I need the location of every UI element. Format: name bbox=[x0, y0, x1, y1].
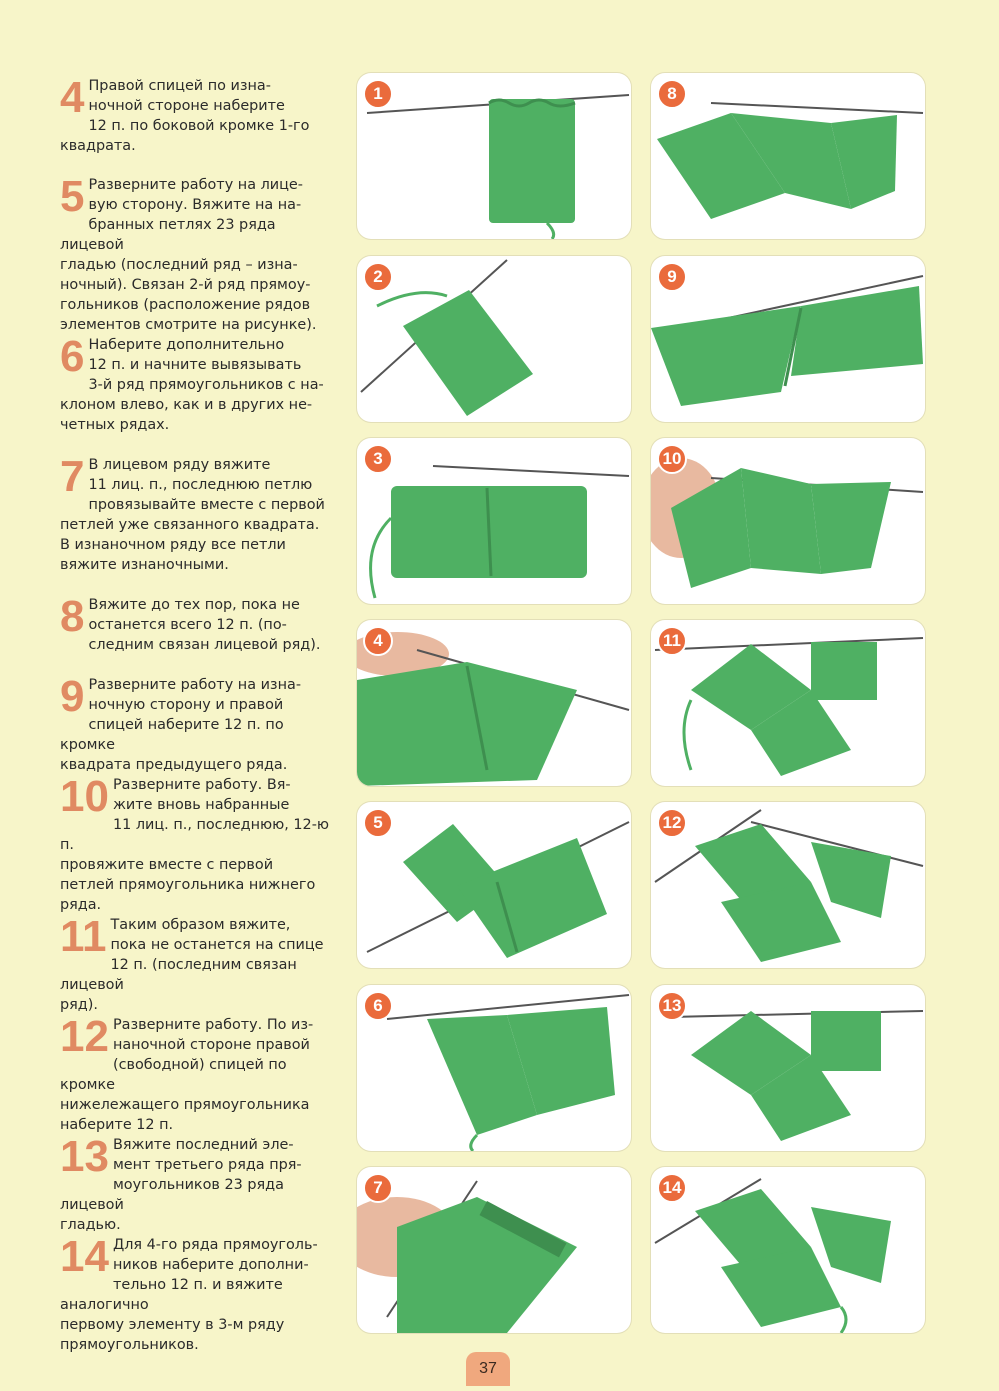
step-number: 7 bbox=[60, 452, 85, 501]
photo-card-13 bbox=[651, 985, 925, 1151]
photo-step-badge: 10 bbox=[657, 444, 687, 474]
knitting-photo bbox=[357, 73, 631, 239]
photo-card-12 bbox=[651, 802, 925, 968]
knitting-photo bbox=[651, 620, 925, 786]
knitting-photo bbox=[357, 256, 631, 422]
step-text: В лицевом ряду вяжите 11 лиц. п., последнюю петлю провязывайте вместе с первой петлей уже связанного квадрата. В изнаночном ряду все петли вяжите изнаночными. bbox=[60, 457, 325, 573]
step-text: Вяжите до тех пор, пока не останется всего 12 п. (по- следним связан лицевой ряд). bbox=[88, 597, 321, 653]
photo-step-badge: 9 bbox=[657, 262, 687, 292]
step-7 bbox=[60, 452, 340, 575]
photo-step-badge: 8 bbox=[657, 79, 687, 109]
photo-step-badge: 13 bbox=[657, 991, 687, 1021]
knitting-photo bbox=[357, 438, 631, 604]
photo-step-badge: 7 bbox=[363, 1173, 393, 1203]
step-text: Разверните работу на изна- ночную сторону и правой спицей наберите 12 п. по кромке квадрата предыдущего ряда. bbox=[60, 677, 302, 773]
photo-step-badge: 2 bbox=[363, 262, 393, 292]
knitting-photo bbox=[651, 1167, 925, 1333]
step-13 bbox=[60, 1132, 340, 1235]
photo-card-2 bbox=[357, 256, 631, 422]
step-8 bbox=[60, 592, 340, 655]
photo-step-badge: 6 bbox=[363, 991, 393, 1021]
knitting-photo bbox=[651, 802, 925, 968]
step-text: Разверните работу. По из- наночной стороне правой (свободной) спицей по кромке нижележащего прямоугольника наберите 12 п. bbox=[60, 1017, 314, 1133]
photo-card-5 bbox=[357, 802, 631, 968]
knitting-photo bbox=[357, 985, 631, 1151]
step-number: 8 bbox=[60, 592, 85, 641]
step-text: Разверните работу на лице- вую сторону. Вяжите на на- бранных петлях 23 ряда лицевой гладью (последний ряд – изна- ночный). Связан 2-й ряд прямоу- гольников (расположение рядов элементов смотрите на рисунке). bbox=[60, 177, 317, 333]
photo-card-7 bbox=[357, 1167, 631, 1333]
photo-card-4 bbox=[357, 620, 631, 786]
photo-card-11 bbox=[651, 620, 925, 786]
step-9 bbox=[60, 672, 340, 775]
step-number: 9 bbox=[60, 672, 85, 721]
photo-card-14 bbox=[651, 1167, 925, 1333]
knitting-photo bbox=[357, 620, 631, 786]
step-text: Таким образом вяжите, пока не останется на спице 12 п. (последним связан лицевой ряд). bbox=[60, 917, 324, 1013]
photo-step-badge: 4 bbox=[363, 626, 393, 656]
step-text: Правой спицей по изна- ночной стороне наберите 12 п. по боковой кромке 1-го квадрата. bbox=[60, 78, 310, 154]
photo-step-badge: 11 bbox=[657, 626, 687, 656]
step-number: 4 bbox=[60, 73, 85, 122]
step-5 bbox=[60, 172, 340, 335]
photo-step-badge: 5 bbox=[363, 808, 393, 838]
photo-step-badge: 1 bbox=[363, 79, 393, 109]
step-number: 10 bbox=[60, 772, 109, 821]
step-text: Наберите дополнительно 12 п. и начните вывязывать 3-й ряд прямоугольников с на- клоном влево, как и в других не- четных рядах. bbox=[60, 337, 324, 433]
step-11 bbox=[60, 912, 340, 1015]
knitting-photo bbox=[357, 802, 631, 968]
photo-step-badge: 12 bbox=[657, 808, 687, 838]
knitting-photo bbox=[357, 1167, 631, 1333]
photo-card-6 bbox=[357, 985, 631, 1151]
step-14 bbox=[60, 1232, 340, 1355]
step-6 bbox=[60, 332, 340, 435]
step-text: Вяжите последний эле- мент третьего ряда пря- моугольников 23 ряда лицевой гладью. bbox=[60, 1137, 302, 1233]
photo-card-8 bbox=[651, 73, 925, 239]
step-10 bbox=[60, 772, 340, 915]
step-number: 6 bbox=[60, 332, 85, 381]
knitting-photo bbox=[651, 73, 925, 239]
step-number: 13 bbox=[60, 1132, 109, 1181]
step-number: 11 bbox=[60, 912, 107, 961]
step-4 bbox=[60, 73, 340, 156]
step-12 bbox=[60, 1012, 340, 1135]
knitting-photo bbox=[651, 438, 925, 604]
photo-step-badge: 14 bbox=[657, 1173, 687, 1203]
photo-card-3 bbox=[357, 438, 631, 604]
knitting-photo bbox=[651, 256, 925, 422]
page-number: 37 bbox=[466, 1352, 510, 1386]
photo-card-9 bbox=[651, 256, 925, 422]
knitting-photo bbox=[651, 985, 925, 1151]
step-text: Разверните работу. Вя- жите вновь набранные 11 лиц. п., последнюю, 12-ю п. провяжите вместе с первой петлей прямоугольника нижнего ряда. bbox=[60, 777, 329, 913]
step-text: Для 4-го ряда прямоуголь- ников наберите дополни- тельно 12 п. и вяжите аналогично первому элементу в 3-м ряду прямоугольников. bbox=[60, 1237, 318, 1353]
step-number: 14 bbox=[60, 1232, 109, 1281]
step-number: 5 bbox=[60, 172, 85, 221]
photo-card-10 bbox=[651, 438, 925, 604]
photo-step-badge: 3 bbox=[363, 444, 393, 474]
photo-card-1 bbox=[357, 73, 631, 239]
step-number: 12 bbox=[60, 1012, 109, 1061]
